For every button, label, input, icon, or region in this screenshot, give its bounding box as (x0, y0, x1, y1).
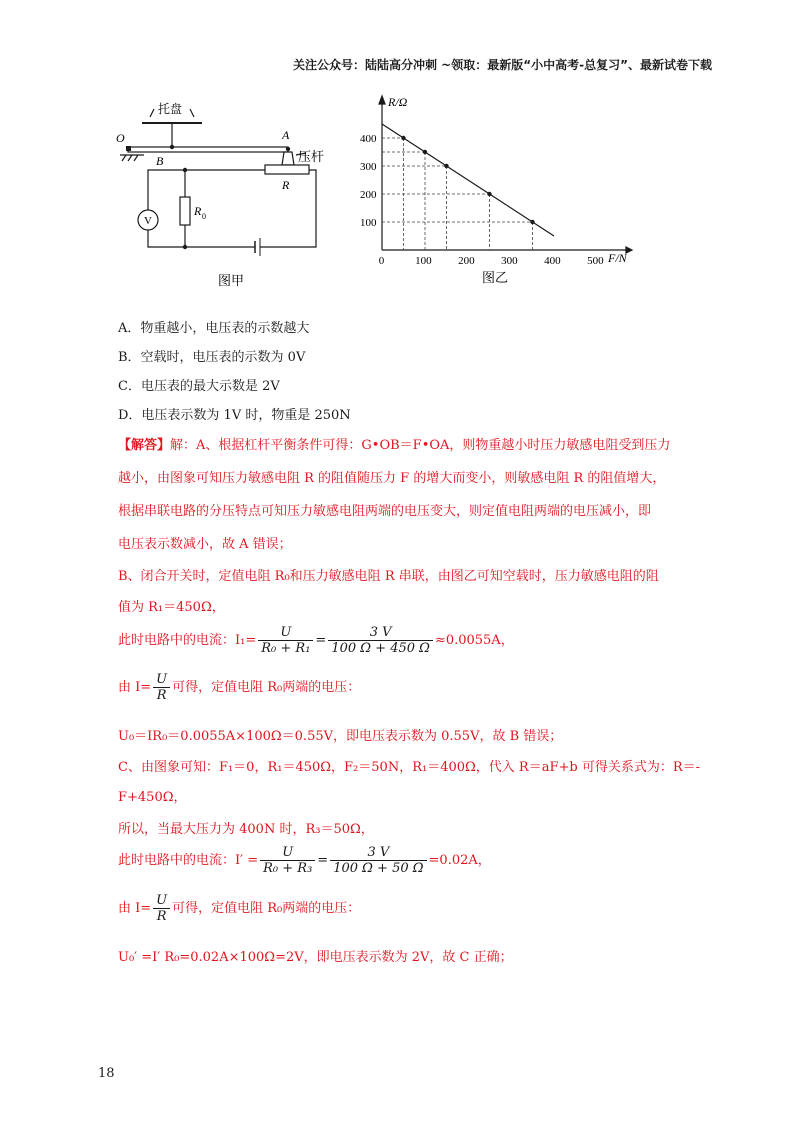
x-tick-label: 500 (587, 255, 604, 267)
x-tick-label: 400 (544, 255, 561, 267)
data-point (423, 150, 427, 154)
y-tick-label: 100 (360, 217, 377, 229)
fraction: $\frac{3 V}{100 \Omega + 450 \Omega}$ (328, 625, 433, 656)
option-a: A．物重越小，电压表的示数越大 (118, 321, 310, 336)
label-V: V (144, 215, 152, 227)
x-label: F/N (608, 251, 627, 265)
chart-figure (360, 90, 650, 294)
solution-line-2: 越小，由图象可知压力敏感电阻 R 的阻值随压力 F 的增大而变小，则敏感电阻 R 的阻值增大， (118, 471, 666, 486)
option-c: C．电压表的最大示数是 2V (118, 379, 280, 394)
fraction: $\frac{3 V}{100 \Omega + 50 \Omega}$ (330, 845, 426, 876)
solution-line-11: F+450Ω， (118, 790, 187, 805)
option-d: D．电压表示数为 1V 时，物重是 250N (118, 408, 351, 423)
data-point (444, 164, 448, 168)
label-O: O (116, 131, 125, 145)
label-R0: R (194, 204, 202, 218)
solution-line-14: 由 I= $\frac{U}{R}$ 可得，定值电阻 R₀两端的电压： (118, 893, 361, 924)
solution-line-8: 由 I= $\frac{U}{R}$ 可得，定值电阻 R₀两端的电压： (118, 672, 361, 703)
series-line (382, 124, 554, 236)
lever-bar (128, 147, 288, 152)
x-tick-label: 200 (458, 255, 475, 267)
page-header: 关注公众号：陆陆高分冲刺 ~领取：最新版“小中高考-总复习”、最新试卷下载 (293, 58, 712, 72)
data-point (487, 192, 491, 196)
y-tick-label: 200 (360, 189, 377, 201)
y-label: R/Ω (388, 95, 408, 109)
caption-a: 图甲 (218, 273, 245, 288)
y-tick-label: 400 (360, 133, 377, 145)
x-tick-label: 300 (501, 255, 518, 267)
y-tick-label: 300 (360, 161, 377, 173)
label-B: B (156, 154, 164, 168)
fraction: $\frac{U}{R}$ (153, 893, 170, 924)
x-tick-label: 100 (415, 255, 432, 267)
label-tray: 托盘 (158, 102, 183, 116)
label-R: R (282, 178, 290, 192)
solution-line-15: U₀′ =I′ R₀=0.02A×100Ω=2V，即电压表示数为 2V，故 C 正确； (118, 950, 513, 965)
solution-line-4: 电压表示数减小，故 A 错误； (118, 537, 292, 552)
solution-line-13: 此时电路中的电流：I′ = $\frac{U}{\text{R₀ + R₃}}$ = $\frac{3 V}{100 \Omega + 50 \Omega}$ =0.02A， (118, 845, 491, 876)
solution-line-10: C、由图象可知：F₁＝0，R₁＝450Ω，F₂＝50N，R₁＝400Ω，代入 R＝aF+b 可得关系式为：R＝- (118, 760, 700, 775)
x-tick-label: 0 (378, 255, 385, 267)
pressure-resistor (265, 165, 309, 174)
solution-line-6: 值为 R₁＝450Ω， (118, 600, 225, 615)
label-R0-sub: 0 (202, 212, 206, 221)
data-point (530, 220, 534, 224)
label-rod: 压杆 (298, 149, 325, 164)
page-number: 18 (98, 1066, 115, 1081)
r0-resistor (180, 197, 190, 225)
solution-line-9: U₀＝IR₀＝0.0055A×100Ω＝0.55V，即电压表示数为 0.55V，故 B 错误； (118, 729, 563, 744)
fraction: $\frac{U}{R}$ (153, 672, 170, 703)
caption-b: 图乙 (482, 270, 509, 285)
circuit-figure (110, 95, 350, 299)
solution-line-1: 【解答】解：A、根据杠杆平衡条件可得：G•OB＝F•OA，则物重越小时压力敏感电阻受到压力 (118, 438, 671, 453)
data-point (401, 136, 405, 140)
label-A: A (282, 128, 290, 142)
fraction: $\frac{U}{\text{R₀ + R₁}}$ (258, 625, 313, 656)
option-b: B．空载时，电压表的示数为 0V (118, 350, 306, 365)
solution-line-12: 所以，当最大压力为 400N 时，R₃＝50Ω， (118, 822, 374, 837)
solution-line-3: 根据串联电路的分压特点可知压力敏感电阻两端的电压变大，则定值电阻两端的电压减小，即 (118, 504, 652, 519)
solution-line-5: B、闭合开关时，定值电阻 R₀和压力敏感电阻 R 串联，由图乙可知空载时，压力敏感电阻的阻 (118, 569, 659, 584)
solution-tag: 【解答】 (118, 438, 171, 453)
fraction: $\frac{U}{\text{R₀ + R₃}}$ (260, 845, 315, 876)
solution-line-7: 此时电路中的电流：I₁= $\frac{U}{\text{R₀ + R₁}}$ = $\frac{3 V}{100 \Omega + 450 \Omega}$ ≈0.0055A， (118, 625, 514, 656)
